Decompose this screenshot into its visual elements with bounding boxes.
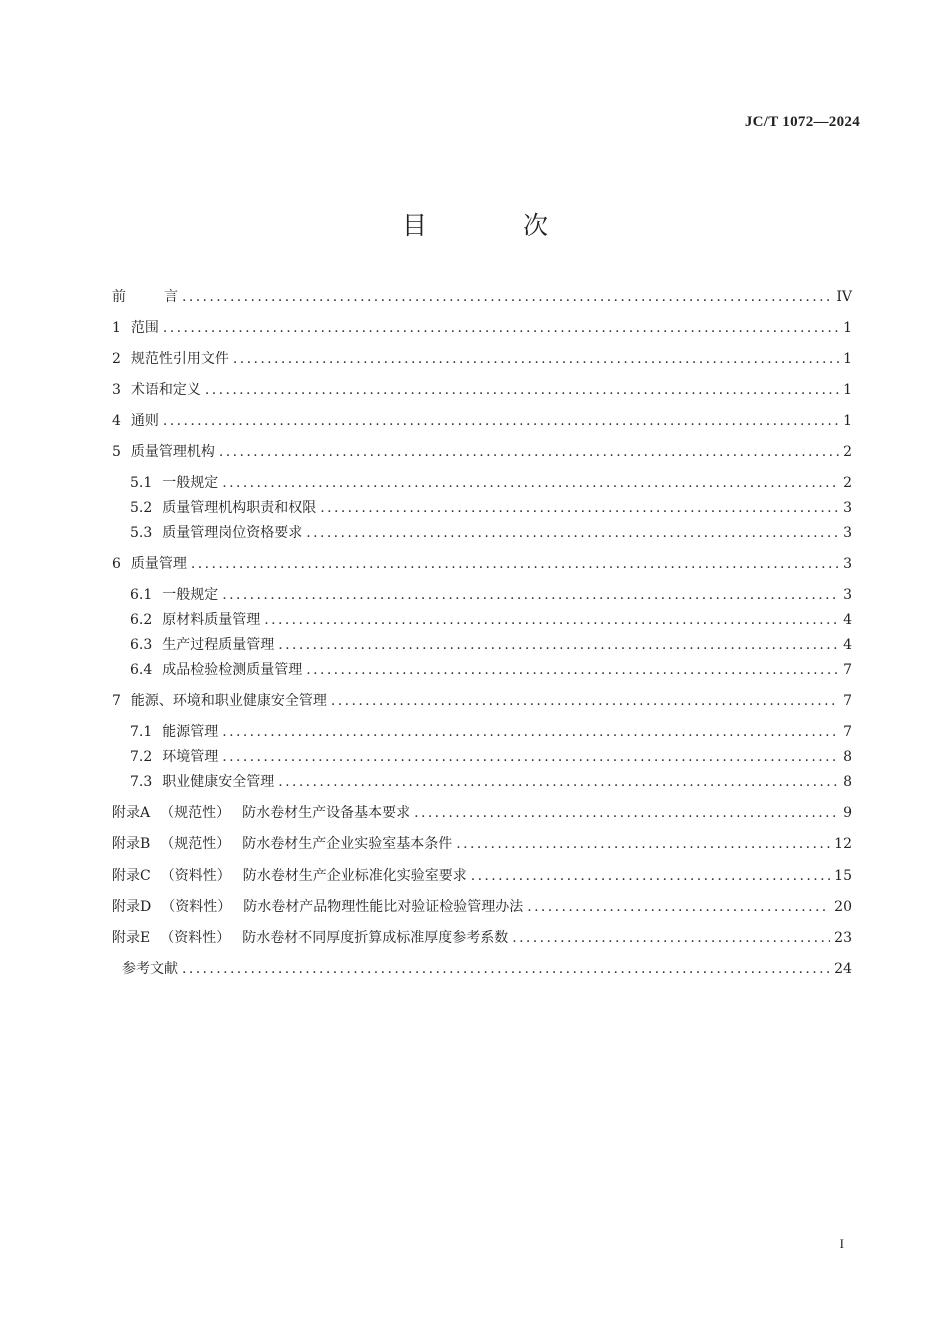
toc-entry[interactable] [130,472,852,494]
toc-entry-number: 附录A [112,805,151,821]
toc-leader-dots [331,690,839,712]
toc-entry-label: 成品检验检测质量管理 [162,662,303,678]
toc-entry[interactable] [112,833,852,855]
toc-entry-number: 4 [112,413,121,429]
toc-entry[interactable] [130,634,852,656]
toc-leader-dots [205,379,839,401]
toc-entry[interactable] [112,927,852,949]
toc-leader-dots [278,634,839,656]
toc-entry-page: 9 [843,805,852,821]
toc-entry-number: 6.1 [130,587,153,603]
toc-entry-number: 5.3 [130,525,153,541]
toc-entry-number: 6.4 [130,662,153,678]
toc-entry[interactable] [112,286,852,308]
toc-entry-label: 职业健康安全管理 [162,774,275,790]
toc-entry-number: 附录D [112,899,152,915]
toc-leader-dots [222,746,839,768]
toc-entry-label: 能源管理 [162,724,219,740]
toc-entry[interactable] [112,865,852,887]
toc-leader-dots [182,958,830,980]
toc-entry[interactable] [112,348,852,370]
toc-entry-label: 规范性引用文件 [130,351,229,367]
toc-leader-dots [512,927,830,949]
toc-leader-dots [414,802,839,824]
toc-entry-number: 3 [112,382,121,398]
toc-leader-dots [278,771,839,793]
toc-entry[interactable] [112,802,852,824]
toc-entry-label: 参考文献 [122,961,178,977]
toc-entry[interactable] [112,958,852,980]
toc-leader-dots [264,609,839,631]
toc-leader-dots [306,659,839,681]
standard-code: JC/T 1072—2024 [744,114,860,130]
toc-entry-number: 5.2 [130,500,153,516]
toc-leader-dots [163,410,839,432]
toc-entry-page: IV [836,289,852,305]
toc-entry[interactable] [130,659,852,681]
toc-entry-number: 7.2 [130,749,153,765]
toc-leader-dots [222,584,839,606]
toc-entry-number: 6 [112,556,121,572]
toc-leader-dots [222,472,839,494]
toc-entry-label: 质量管理 [130,556,187,572]
toc-leader-dots [219,441,839,463]
toc-entry-label: 质量管理岗位资格要求 [162,525,303,541]
toc-entry-number: 6.3 [130,637,153,653]
toc-entry-label: 防水卷材生产企业标准化实验室要求 [242,868,467,884]
toc-entry-number: 5 [112,444,121,460]
toc-entry-label: 范围 [130,320,159,336]
toc-entry-number: 7 [112,693,121,709]
toc-entry-label: 生产过程质量管理 [162,637,275,653]
page-number: I [839,1236,844,1251]
toc-entry-page: 23 [834,930,852,946]
toc-entry[interactable] [130,746,852,768]
toc-entry-page: 4 [843,612,852,628]
toc-entry-label: 防水卷材产品物理性能比对验证检验管理办法 [243,899,524,915]
toc-entry-page: 8 [843,749,852,765]
toc-entry-label: 术语和定义 [130,382,201,398]
toc-entry-page: 24 [834,961,852,977]
toc-entry[interactable] [130,609,852,631]
toc-entry-page: 3 [843,556,852,572]
toc-entry-number: 前 [112,289,126,305]
toc-entry-page: 3 [843,500,852,516]
toc-entry-page: 7 [843,724,852,740]
toc-entry-page: 2 [843,475,852,491]
toc-entry-label: 防水卷材不同厚度折算成标准厚度参考系数 [242,930,509,946]
toc-leader-dots [163,317,839,339]
toc-entry-number: 1 [112,320,121,336]
toc-entry-page: 20 [834,899,852,915]
toc-leader-dots [320,497,839,519]
toc-leader-dots [191,553,839,575]
toc-entry-number: 2 [112,351,121,367]
toc-entry-label: 原材料质量管理 [162,612,261,628]
toc-entry-page: 12 [834,836,852,852]
toc-entry-number: 7.3 [130,774,153,790]
toc-entry-page: 1 [843,382,852,398]
toc-appendix-type: （资料性） [160,868,231,884]
toc-entry-page: 3 [843,587,852,603]
toc-entry-label: 质量管理机构 [130,444,215,460]
toc-leader-dots [182,286,832,308]
toc-entry-page: 15 [834,868,852,884]
toc-entry-page: 4 [843,637,852,653]
toc-entry[interactable] [112,896,852,918]
toc-entry[interactable] [112,317,852,339]
toc-entry-number: 附录E [112,930,151,946]
toc-entry-label: 防水卷材生产设备基本要求 [242,805,411,821]
toc-entry-label: 言 [164,289,178,305]
page-title: 目 次 [402,211,592,240]
toc-entry-label: 质量管理机构职责和权限 [162,500,317,516]
toc-appendix-type: （规范性） [160,836,231,852]
toc-entry[interactable] [112,410,852,432]
toc-entry[interactable] [112,690,852,712]
toc-entry-page: 3 [843,525,852,541]
toc-leader-dots [233,348,839,370]
toc-appendix-type: （规范性） [160,805,231,821]
toc-entry-page: 2 [843,444,852,460]
toc-entry[interactable] [130,584,852,606]
toc-entry-label: 能源、环境和职业健康安全管理 [130,693,327,709]
toc-entry[interactable] [112,379,852,401]
toc-entry-label: 一般规定 [162,587,219,603]
toc-entry[interactable] [130,771,852,793]
toc-entry-label: 一般规定 [162,475,219,491]
toc-entry-page: 8 [843,774,852,790]
toc-entry[interactable] [112,441,852,463]
toc-entry-number: 附录B [112,836,151,852]
toc-appendix-type: （资料性） [161,899,232,915]
toc-entry-number: 5.1 [130,475,153,491]
toc-entry-number: 7.1 [130,724,153,740]
toc-entry[interactable] [130,721,852,743]
toc-entry-page: 1 [843,320,852,336]
toc-leader-dots [527,896,830,918]
toc-entry[interactable] [130,497,852,519]
toc-entry-page: 7 [843,662,852,678]
toc-entry-label: 防水卷材生产企业实验室基本条件 [242,836,453,852]
toc-entry-number: 6.2 [130,612,153,628]
toc-entry-page: 1 [843,351,852,367]
toc-entry-label: 通则 [130,413,159,429]
toc-entry[interactable] [112,553,852,575]
toc-leader-dots [222,721,839,743]
toc-leader-dots [456,833,830,855]
toc-entry-page: 7 [843,693,852,709]
toc-entry-page: 1 [843,413,852,429]
toc-entry[interactable] [130,522,852,544]
toc-appendix-type: （资料性） [160,930,231,946]
toc-leader-dots [306,522,839,544]
toc-entry-label: 环境管理 [162,749,219,765]
toc-entry-number: 附录C [112,868,151,884]
toc-leader-dots [471,865,830,887]
